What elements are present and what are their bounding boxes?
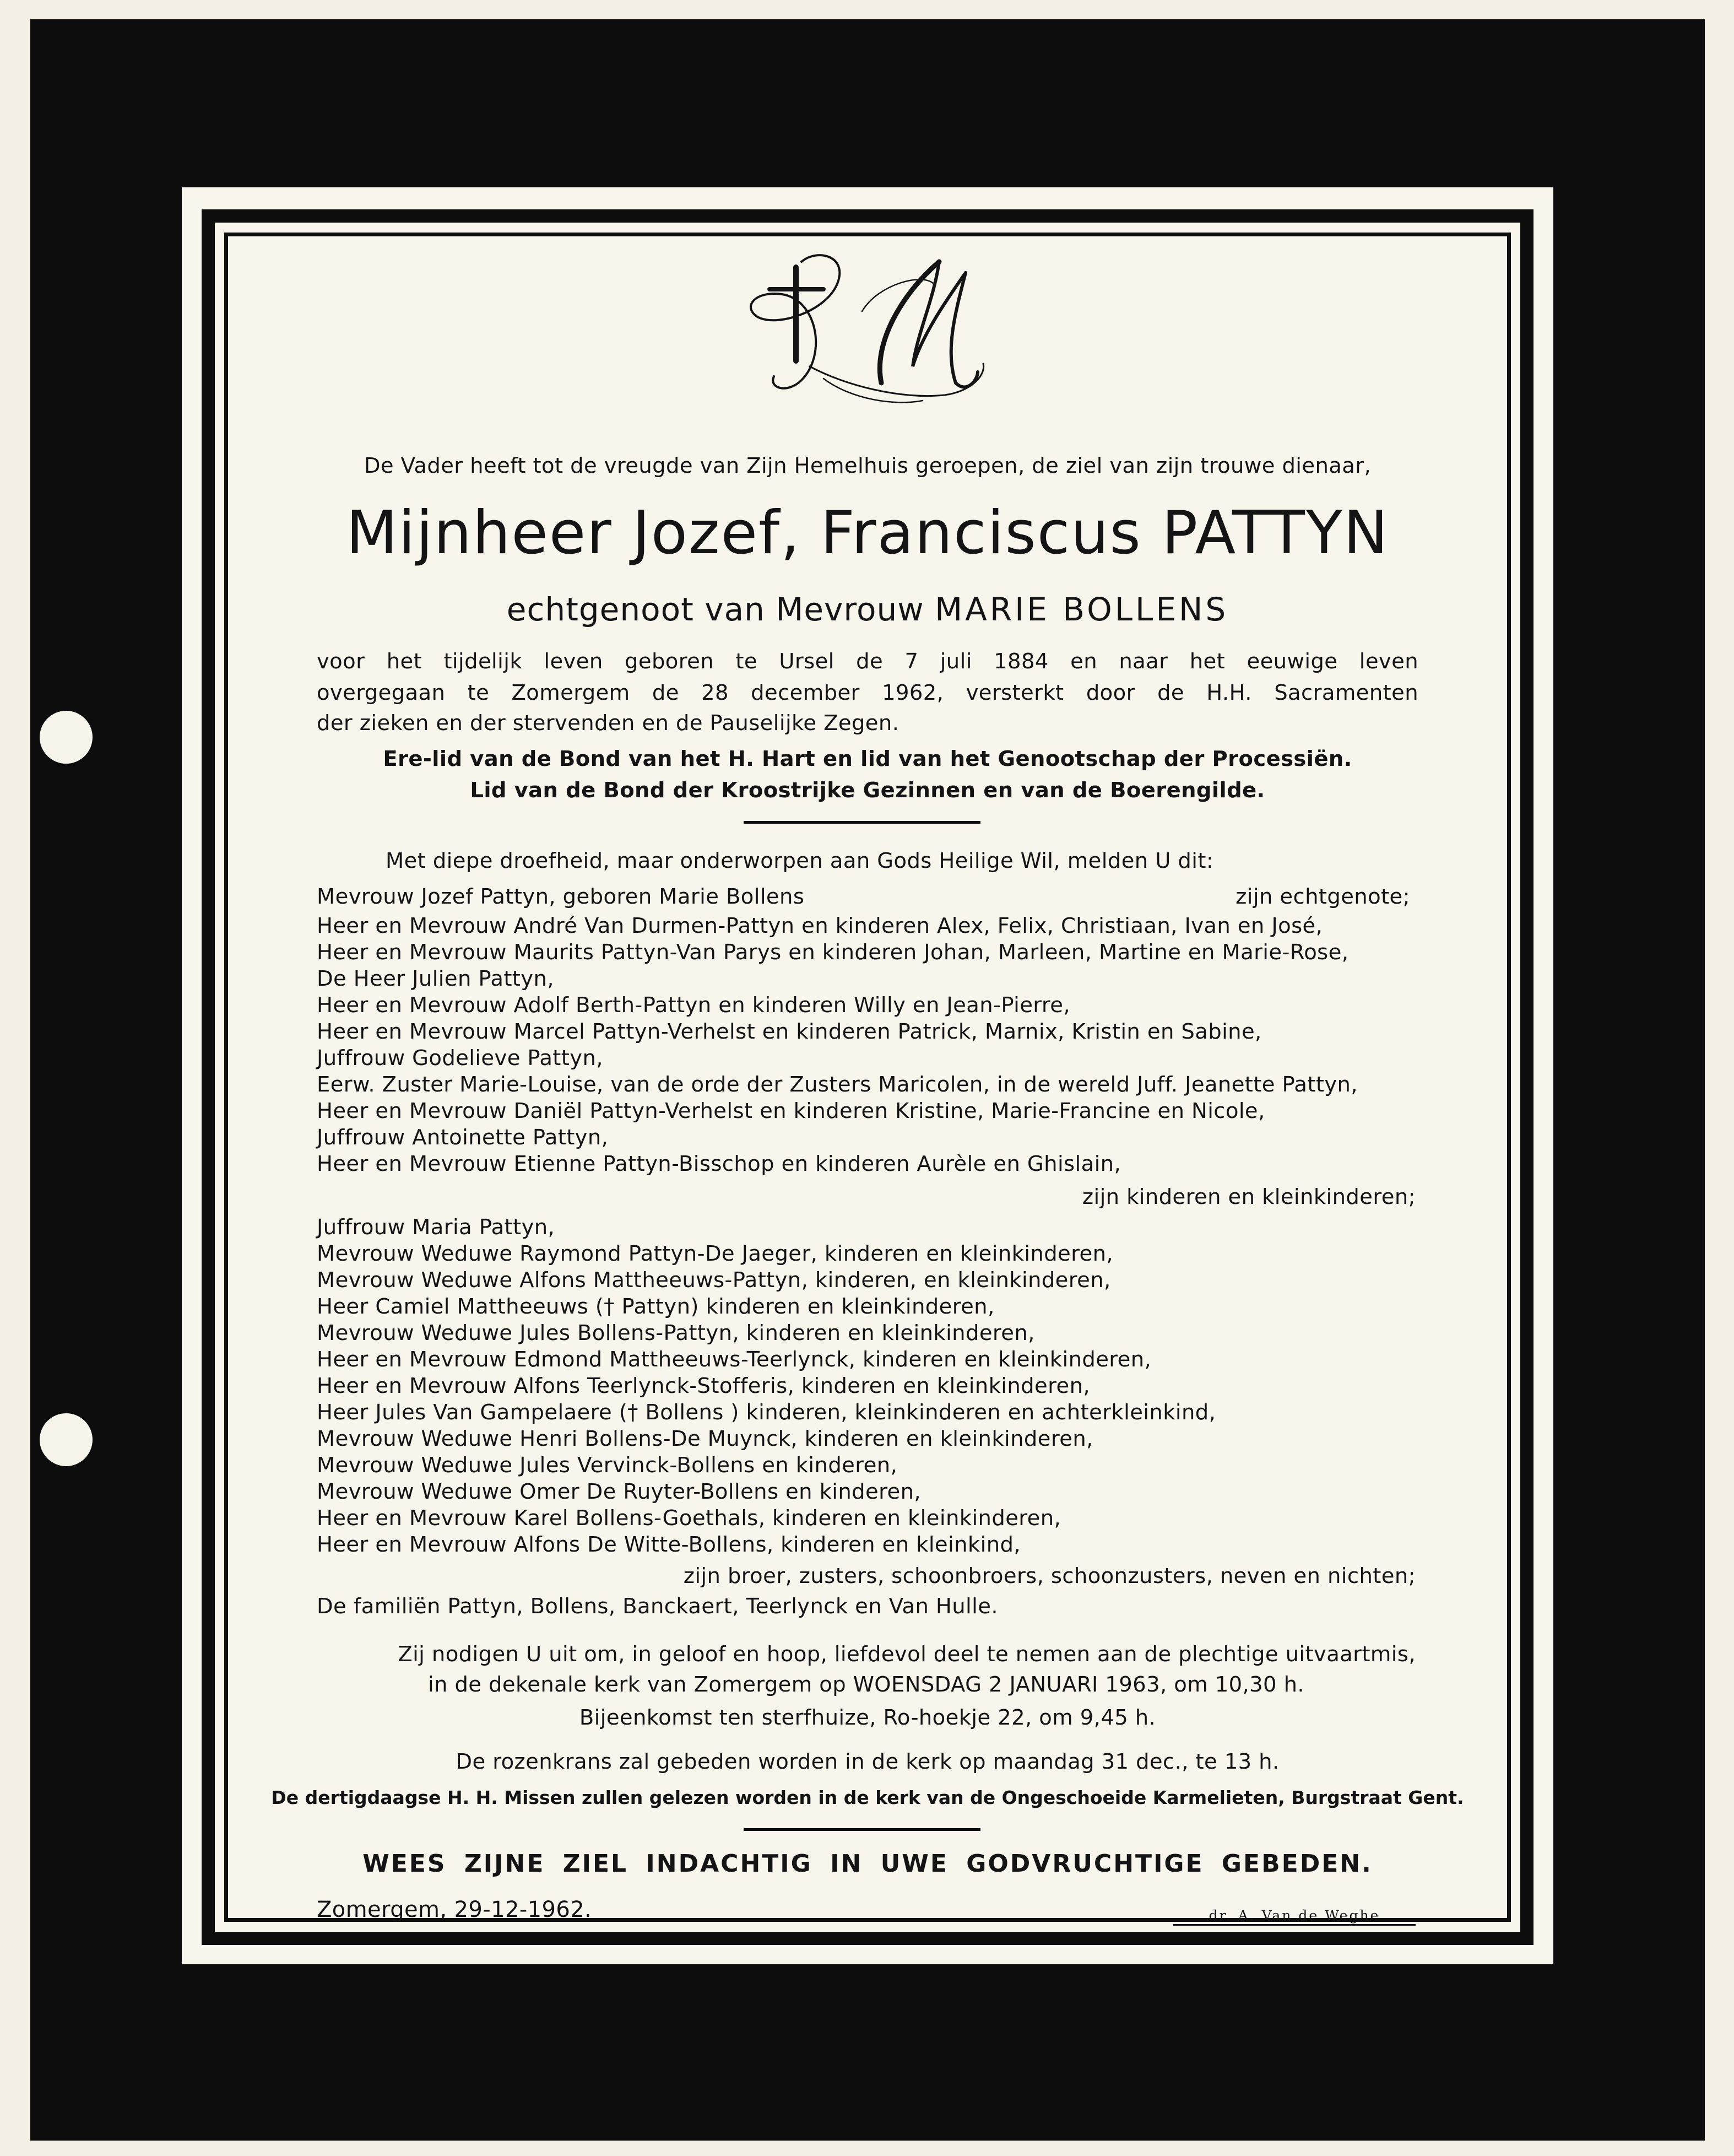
list-item: Heer en Mevrouw Maurits Pattyn-Van Parys en kinderen Johan, Marleen, Martine en Marie-Rose, xyxy=(317,940,1349,965)
prayer-line: WEES ZIJNE ZIEL INDACHTIG IN UWE GODVRUCHTIGE GEBEDEN. xyxy=(362,1850,1373,1878)
biography-line: overgegaan te Zomergem de 28 december 1962, versterkt door de H.H. Sacramenten xyxy=(317,680,1418,705)
list-item: Mevrouw Weduwe Raymond Pattyn-De Jaeger, kinderen en kleinkinderen, xyxy=(317,1241,1114,1266)
biography-line: der zieken en der stervenden en de Pauselijke Zegen. xyxy=(317,711,899,736)
list-item: Heer en Mevrouw Adolf Berth-Pattyn en kinderen Willy en Jean-Pierre, xyxy=(317,993,1070,1018)
intro-text: De Vader heeft tot de vreugde van Zijn Hemelhuis geroepen, de ziel van zijn trouwe dienaar, xyxy=(364,453,1372,478)
list-item: Juffrouw Maria Pattyn, xyxy=(317,1215,555,1240)
printer-credit: dr. A. Van de Weghe xyxy=(1173,1908,1416,1926)
cross-monogram-icon xyxy=(735,251,994,410)
place-date: Zomergem, 29-12-1962. xyxy=(317,1897,592,1922)
list-item: Heer en Mevrouw André Van Durmen-Pattyn en kinderen Alex, Felix, Christiaan, Ivan en José, xyxy=(317,914,1323,938)
list-item: Mevrouw Weduwe Jules Bollens-Pattyn, kinderen en kleinkinderen, xyxy=(317,1321,1035,1346)
spouse-heading xyxy=(262,591,1473,628)
list-item: Heer Jules Van Gampelaere († Bollens ) kinderen, kleinkinderen en achterkleinkind, xyxy=(317,1400,1216,1425)
spouse-line-role: zijn echtgenote; xyxy=(1236,884,1410,909)
spouse-line-name: Mevrouw Jozef Pattyn, geboren Marie Bollens xyxy=(317,884,805,909)
rosary-line: De rozenkrans zal gebeden worden in de kerk op maandag 31 dec., te 13 h. xyxy=(456,1749,1280,1774)
list-item: Heer en Mevrouw Marcel Pattyn-Verhelst en kinderen Patrick, Marnix, Kristin en Sabine, xyxy=(317,1019,1262,1044)
list-item: Mevrouw Weduwe Omer De Ruyter-Bollens en kinderen, xyxy=(317,1479,922,1504)
spouse-prefix: echtgenoot van Mevrouw xyxy=(506,591,924,628)
funeral-line: Bijeenkomst ten sterfhuize, Ro-hoekje 22, om 9,45 h. xyxy=(579,1705,1156,1730)
list-item: Juffrouw Godelieve Pattyn, xyxy=(317,1046,603,1071)
divider xyxy=(744,821,980,824)
children-role: zijn kinderen en kleinkinderen; xyxy=(1082,1185,1416,1209)
list-item: Heer en Mevrouw Etienne Pattyn-Bisschop en kinderen Aurèle en Ghislain, xyxy=(317,1152,1121,1176)
list-item: Juffrouw Antoinette Pattyn, xyxy=(317,1125,609,1150)
announcement: Met diepe droefheid, maar onderworpen aan Gods Heilige Wil, melden U dit: xyxy=(386,849,1214,873)
list-item: Mevrouw Weduwe Jules Vervinck-Bollens en kinderen, xyxy=(317,1453,898,1478)
membership-line: Lid van de Bond der Kroostrijke Gezinnen en van de Boerengilde. xyxy=(470,778,1265,803)
list-item: Eerw. Zuster Marie-Louise, van de orde der Zusters Maricolen, in de wereld Juff. Jeanette Pattyn, xyxy=(317,1072,1358,1097)
punch-hole-bottom xyxy=(40,1413,93,1466)
list-item: De Heer Julien Pattyn, xyxy=(317,966,554,991)
families-line: De familiën Pattyn, Bollens, Banckaert, Teerlynck en Van Hulle. xyxy=(317,1594,998,1619)
funeral-line: Zij nodigen U uit om, in geloof en hoop, liefdevol deel te nemen aan de plechtige uitvaartmis, xyxy=(398,1642,1416,1667)
biography-line: voor het tijdelijk leven geboren te Ursel de 7 juli 1884 en naar het eeuwige leven xyxy=(317,649,1418,674)
list-item: Heer en Mevrouw Alfons De Witte-Bollens, kinderen en kleinkind, xyxy=(317,1532,1021,1557)
list-item: Heer en Mevrouw Alfons Teerlynck-Stofferis, kinderen en kleinkinderen, xyxy=(317,1374,1091,1398)
list-item: Heer en Mevrouw Edmond Mattheeuws-Teerlynck, kinderen en kleinkinderen, xyxy=(317,1347,1152,1372)
list-item: Mevrouw Weduwe Henri Bollens-De Muynck, kinderen en kleinkinderen, xyxy=(317,1426,1093,1451)
list-item: Heer en Mevrouw Karel Bollens-Goethals, kinderen en kleinkinderen, xyxy=(317,1506,1061,1531)
list-item: Mevrouw Weduwe Alfons Mattheeuws-Pattyn, kinderen, en kleinkinderen, xyxy=(317,1268,1111,1293)
spouse-name: MARIE BOLLENS xyxy=(935,591,1229,628)
relatives-role: zijn broer, zusters, schoonbroers, schoonzusters, neven en nichten; xyxy=(683,1564,1416,1588)
divider xyxy=(744,1828,980,1831)
membership-line: Ere-lid van de Bond van het H. Hart en lid van het Genootschap der Processiën. xyxy=(383,747,1352,771)
deceased-name: Mijnheer Jozef, Franciscus PATTYN xyxy=(346,499,1389,568)
punch-hole-top xyxy=(40,711,93,764)
funeral-line: in de dekenale kerk van Zomergem op WOENSDAG 2 JANUARI 1963, om 10,30 h. xyxy=(427,1672,1305,1697)
list-item: Heer en Mevrouw Daniël Pattyn-Verhelst en kinderen Kristine, Marie-Francine en Nicole, xyxy=(317,1099,1265,1123)
masses-line: De dertigdaagse H. H. Missen zullen gelezen worden in de kerk van de Ongeschoeide Karmelieten, Burgstraat Gent. xyxy=(271,1787,1464,1808)
list-item: Heer Camiel Mattheeuws († Pattyn) kinderen en kleinkinderen, xyxy=(317,1294,995,1319)
